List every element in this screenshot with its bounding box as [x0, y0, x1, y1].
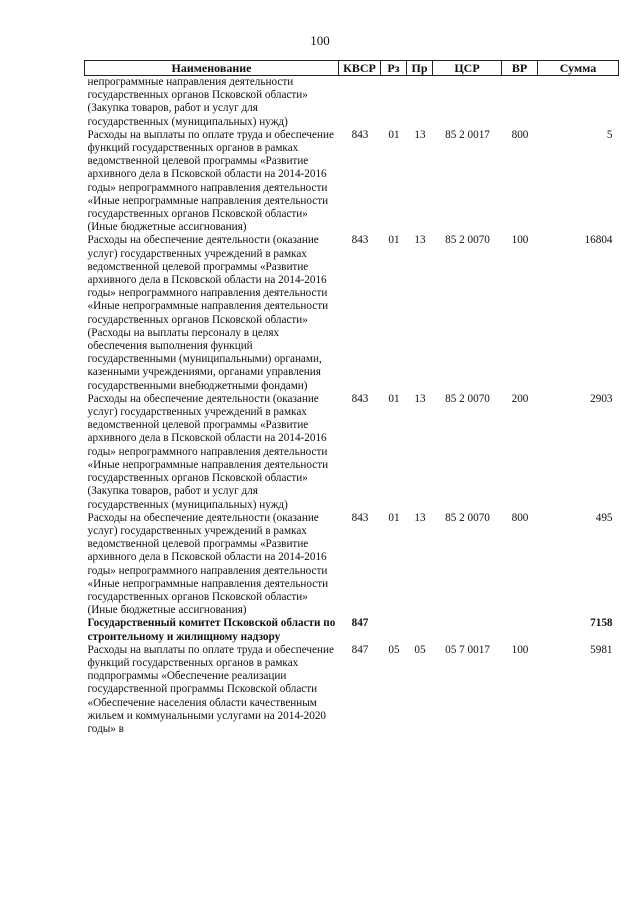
row-sum — [538, 76, 619, 129]
budget-table-container — [84, 60, 618, 736]
row-pr — [407, 617, 433, 643]
row-kvsr: 843 — [351, 234, 369, 247]
table-header-row — [85, 61, 619, 76]
row-pr — [407, 76, 433, 129]
row-name: Расходы на выплаты по оплате труда и обеспечение функций государственных органов в рамках ведомственной целевой программы «Развитие архивного дела в Псковской области на 2014-2016 годы» непрограммного направления деятельности «Иные непрограммные направления деятельности государственных органов Псковской области» (Иные бюджетные ассигнования) — [87, 128, 334, 234]
header-csr: ЦСР — [433, 61, 502, 76]
row-csr: 85 2 0070 — [445, 392, 490, 405]
table-row — [85, 76, 619, 129]
row-name: Расходы на обеспечение деятельности (оказание услуг) государственных учреждений в рамках ведомственной целевой программы «Развитие архивного дела в Псковской области на 2014-2016 годы» непрограммного направления деятельности «Иные непрограммные направления деятельности государственных органов Псковской области» (Закупка товаров, работ и услуг для государственных (муниципальных) нужд) — [87, 392, 329, 511]
row-sum: 495 — [595, 511, 613, 524]
row-sum: 5981 — [590, 643, 613, 656]
row-name: непрограммные направления деятельности государственных органов Псковской области» (Закупка товаров, работ и услуг для государственных (муниципальных) нужд) — [87, 76, 308, 128]
page-number: 100 — [310, 33, 330, 48]
row-sum: 16804 — [584, 234, 613, 247]
row-sum: 7158 — [590, 617, 613, 630]
header-rz: Рз — [381, 61, 407, 76]
row-pr: 13 — [414, 511, 426, 524]
row-csr: 85 2 0070 — [445, 234, 490, 247]
row-vr: 100 — [511, 643, 529, 656]
row-kvsr: 843 — [351, 511, 369, 524]
row-kvsr — [339, 76, 381, 129]
table-row — [85, 644, 619, 736]
row-rz: 05 — [388, 643, 400, 656]
row-rz: 01 — [388, 392, 400, 405]
table-row — [85, 393, 619, 512]
row-vr — [502, 76, 538, 129]
row-kvsr: 847 — [351, 617, 369, 630]
row-name: Расходы на обеспечение деятельности (оказание услуг) государственных учреждений в рамках ведомственной целевой программы «Развитие архивного дела в Псковской области на 2014-2016 годы» непрограммного направления деятельности «Иные непрограммные направления деятельности государственных органов Псковской области» (Иные бюджетные ассигнования) — [87, 511, 329, 617]
row-kvsr: 847 — [351, 643, 369, 656]
row-csr: 85 2 0070 — [445, 511, 490, 524]
budget-table — [84, 60, 619, 736]
row-csr: 85 2 0017 — [445, 128, 490, 141]
header-name: Наименование — [85, 61, 339, 76]
row-name: Расходы на выплаты по оплате труда и обеспечение функций государственных органов в рамках подпрограммы «Обеспечение реализации государственной программы Псковской области «Обеспечение населения области качественным жильем и коммунальными услугами на 2014-2020 годы» в — [87, 643, 334, 735]
header-pr: Пр — [407, 61, 433, 76]
header-sum: Сумма — [538, 61, 619, 76]
row-pr: 13 — [414, 128, 426, 141]
row-name: Государственный комитет Псковской области по строительному и жилищному надзору — [87, 617, 336, 643]
row-rz: 01 — [388, 128, 400, 141]
row-sum: 5 — [606, 128, 613, 141]
row-csr: 05 7 0017 — [445, 643, 490, 656]
table-row — [85, 234, 619, 392]
table-row — [85, 512, 619, 618]
row-kvsr: 843 — [351, 392, 369, 405]
header-vr: ВР — [502, 61, 538, 76]
row-vr: 200 — [511, 392, 529, 405]
row-rz: 01 — [388, 511, 400, 524]
row-pr: 13 — [414, 392, 426, 405]
table-row — [85, 129, 619, 235]
row-rz — [381, 76, 407, 129]
row-name: Расходы на обеспечение деятельности (оказание услуг) государственных учреждений в рамках ведомственной целевой программы «Развитие архивного дела в Псковской области на 2014-2016 годы» непрограммного направления деятельности «Иные непрограммные направления деятельности государственных органов Псковской области» (Расходы на выплаты персоналу в целях обеспечения выполнения функций государственными (муниципальными) органами, казенными учреждениями, органами управления государственными внебюджетными фондами) — [87, 234, 329, 392]
header-kvsr: КВСР — [339, 61, 381, 76]
row-pr: 05 — [414, 643, 426, 656]
row-rz — [381, 617, 407, 643]
row-csr — [433, 76, 502, 129]
row-vr: 100 — [511, 234, 529, 247]
row-pr: 13 — [414, 234, 426, 247]
row-csr — [433, 617, 502, 643]
table-row-department — [85, 617, 619, 643]
row-vr: 800 — [511, 128, 529, 141]
row-vr: 800 — [511, 511, 529, 524]
row-sum: 2903 — [590, 392, 613, 405]
row-rz: 01 — [388, 234, 400, 247]
row-kvsr: 843 — [351, 128, 369, 141]
row-vr — [502, 617, 538, 643]
